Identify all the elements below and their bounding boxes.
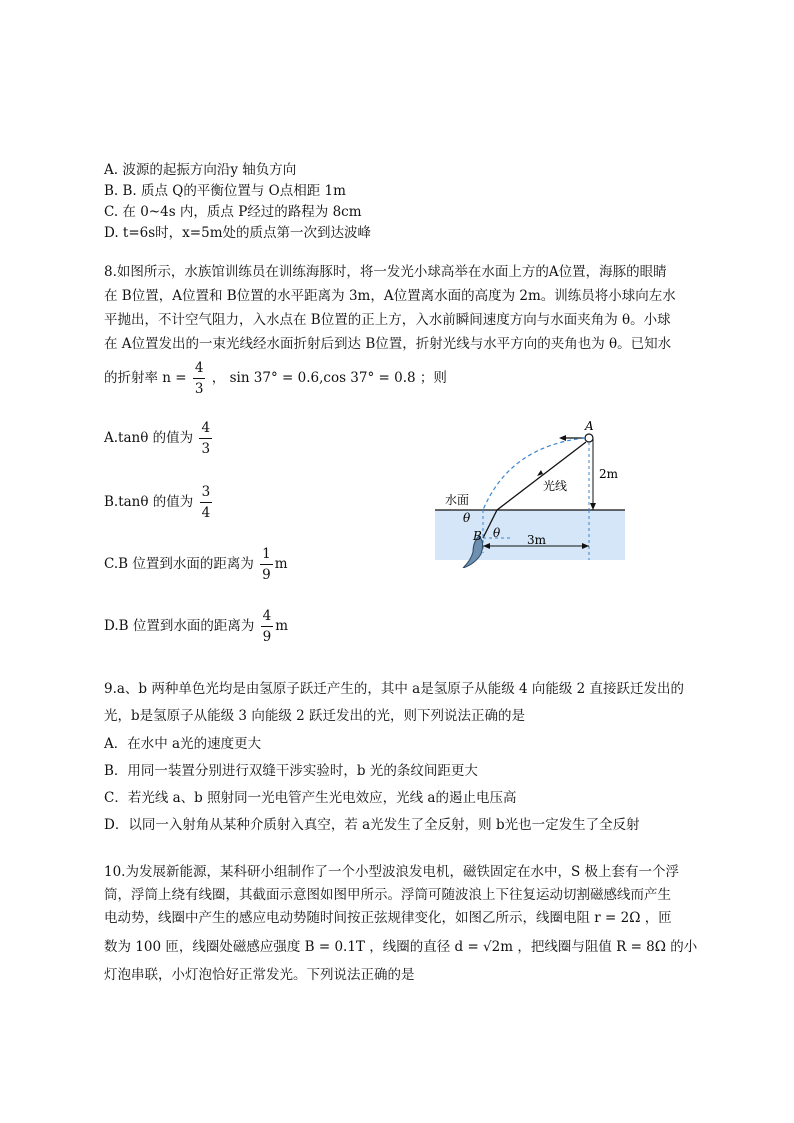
q8-option-d-text: D.B 位置到水面的距离为 [104, 618, 255, 634]
label-water-surface: 水面 [445, 493, 470, 507]
q9-option-c: C．若光线 a、b 照射同一光电管产生光电效应，光线 a的遏止电压高 [104, 790, 517, 806]
q8-option-b [104, 480, 214, 524]
q9-option-d: D．以同一入射角从某种介质射入真空，若 a光发生了全反射，则 b光也一定发生了全反射 [104, 817, 640, 833]
q10-stem-line-4: 数为 100 匝，线圈处磁感应强度 B = 0.1T ，线圈的直径 d = √2m ，把线圈与阻值 R = 8Ω 的小 [104, 939, 698, 955]
q8-dolphin-diagram [435, 418, 635, 568]
q8-option-d-unit: m [275, 618, 289, 634]
label-3m: 3m [527, 533, 547, 547]
q9-stem-line-1: 9.a、b 两种单色光均是由氢原子跃迁产生的，其中 a是氢原子从能级 4 向能级 2 直接跃迁发出的 [104, 681, 685, 697]
q8-stem-line-1: 8.如图所示，水族馆训练员在训练海豚时，将一发光小球高举在水面上方的A位置，海豚的眼睛 [104, 264, 667, 280]
q8-n-denominator: 3 [194, 381, 204, 397]
q10-stem-line-1: 10.为发展新能源，某科研小组制作了一个小型波浪发电机，磁铁固定在水中，S 极上套有一个浮 [104, 864, 680, 880]
q7-option-a: A. 波源的起振方向沿y 轴负方向 [104, 162, 297, 178]
q8-option-c-unit: m [274, 556, 288, 572]
q8-option-d-fraction [261, 606, 274, 647]
q8-option-c-den: 9 [262, 567, 271, 583]
q8-option-d-num: 4 [261, 606, 274, 627]
q8-stem-line-3: 平抛出，不计空气阻力，入水点在 B位置的正上方，入水前瞬间速度方向与水面夹角为 θ。小球 [104, 312, 671, 328]
q8-option-a-fraction [199, 418, 212, 459]
label-light-ray: 光线 [543, 479, 568, 493]
throw-arrow-head [559, 435, 566, 441]
label-a: A [585, 419, 594, 433]
q8-option-b-den: 4 [201, 505, 211, 521]
q8-option-d [104, 604, 288, 648]
q7-option-b: B. B. 质点 Q的平衡位置与 O点相距 1m [104, 183, 346, 199]
projectile-trajectory [483, 438, 585, 510]
q8-option-b-num: 3 [200, 482, 213, 503]
q8-stem-line-2: 在 B位置，A位置和 B位置的水平距离为 3m，A位置离水面的高度为 2m。训练员将小球向左水 [104, 288, 676, 304]
label-2m: 2m [599, 467, 619, 481]
q8-stem-line-4: 在 A位置发出的一束光线经水面折射后到达 B位置，折射光线与水平方向的夹角也为 θ。已知水 [104, 336, 672, 352]
q9-option-b: B．用同一装置分别进行双缝干涉实验时，b 光的条纹间距更大 [104, 763, 478, 779]
q10-stem-line-2: 筒，浮筒上绕有线圈，其截面示意图如图甲所示。浮筒可随波浪上下往复运动切割磁感线而产生 [104, 887, 671, 903]
q10-stem-line-3: 电动势，线圈中产生的感应电动势随时间按正弦规律变化，如图乙所示，线圈电阻 r = 2Ω ，匝 [104, 910, 672, 926]
q8-option-b-text: B.tanθ 的值为 [104, 494, 194, 510]
q8-n-fraction [193, 358, 206, 399]
label-theta-1: θ [463, 511, 471, 525]
q8-n-numerator: 4 [193, 358, 206, 379]
label-b: B [473, 529, 482, 543]
q8-refraction-text: 的折射率 n = [104, 370, 187, 386]
q8-option-a-num: 4 [199, 418, 212, 439]
q10-stem-line-5: 灯泡串联，小灯泡恰好正常发光。下列说法正确的是 [104, 967, 415, 983]
q8-option-b-fraction [200, 482, 213, 523]
q8-option-a-den: 3 [201, 441, 211, 457]
q8-option-c [104, 542, 288, 586]
light-ball-icon [585, 434, 593, 442]
q8-option-a [104, 416, 214, 460]
height-dimension-arrow [590, 503, 596, 510]
q8-option-a-text: A.tanθ 的值为 [104, 430, 194, 446]
q8-option-c-text: C.B 位置到水面的距离为 [104, 556, 254, 572]
q7-option-d: D. t=6s时，x=5m处的质点第一次到达波峰 [104, 225, 371, 241]
label-theta-2: θ [493, 526, 501, 540]
q8-stem-line-5 [104, 358, 447, 399]
q9-stem-line-2: 光，b是氢原子从能级 3 向能级 2 跃迁发出的光，则下列说法正确的是 [104, 708, 525, 724]
q8-option-c-num: 1 [260, 544, 273, 565]
q9-option-a: A．在水中 a光的速度更大 [104, 736, 262, 752]
q8-option-c-fraction [260, 544, 273, 585]
q7-option-c: C. 在 0~4s 内，质点 P经过的路程为 8cm [104, 204, 362, 220]
q8-option-d-den: 9 [262, 629, 272, 645]
incident-light-ray [497, 442, 586, 510]
q8-trig-given: ， sin 37° = 0.6,cos 37° = 0.8 ；则 [211, 370, 447, 386]
